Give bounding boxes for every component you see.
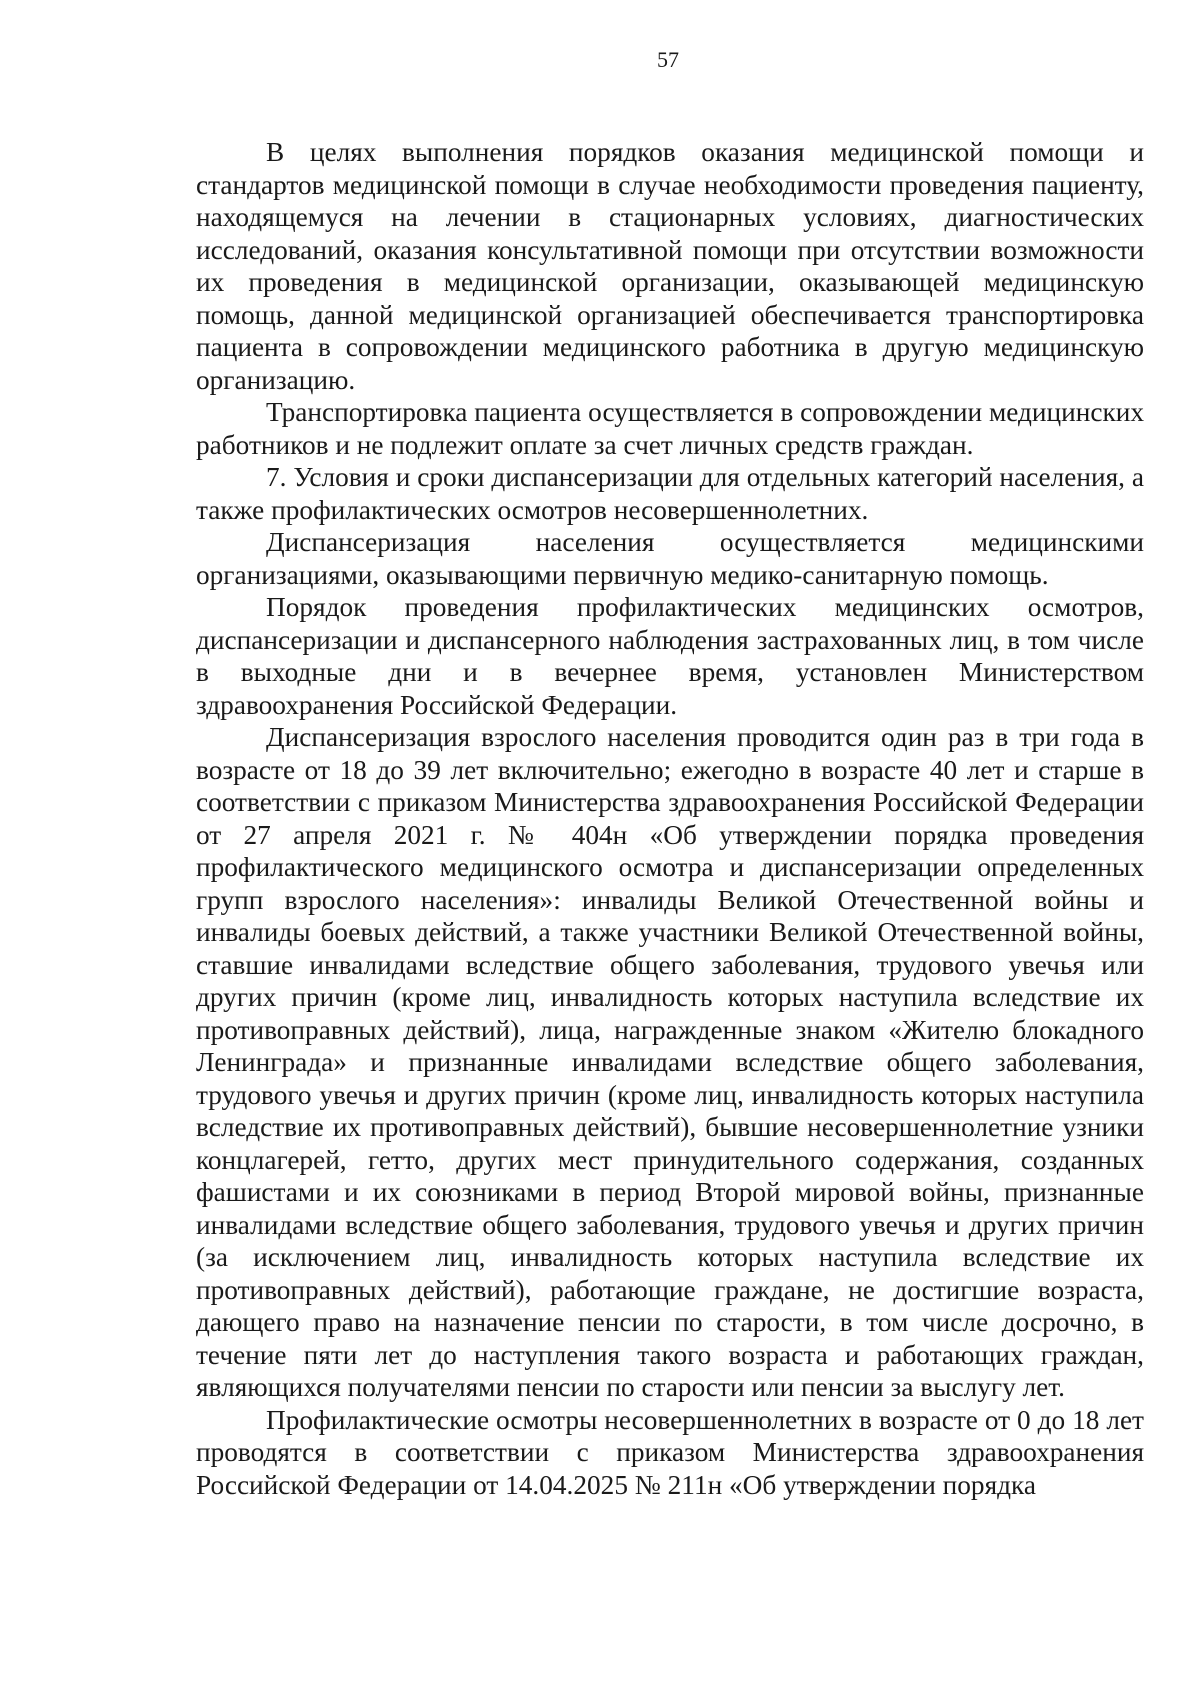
paragraph-section-7-heading: 7. Условия и сроки диспансеризации для отдельных категорий населения, а также профилактических осмотров несовершеннолетних. [196, 462, 1144, 525]
document-body [196, 136, 1144, 1501]
paragraph-adult-dispensary: Диспансеризация взрослого населения проводится один раз в три года в возрасте от 18 до 39 лет включительно; ежегодно в возрасте 40 лет и старше в соответствии с приказом Министерства здравоохранения Российской Федерации от 27 апреля 2021 г. № 404н «Об утверждении порядка проведения профилактического медицинского осмотра и диспансеризации определенных групп взрослого населения»: инвалиды Великой Отечественной войны и инвалиды боевых действий, а также участники Великой Отечественной войны, ставшие инвалидами вследствие общего заболевания, трудового увечья или других причин (кроме лиц, инвалидность которых наступила вследствие их противоправных действий), лица, награжденные знаком «Жителю блокадного Ленинграда» и признанные инвалидами вследствие общего заболевания, трудового увечья и других причин (кроме лиц, инвалидность которых наступила вследствие их противоправных действий), бывшие несовершеннолетние узники концлагерей, гетто, других мест принудительного содержания, созданных фашистами и их союзниками в период Второй мировой войны, признанные инвалидами вследствие общего заболевания, трудового увечья и других причин (за исключением лиц, инвалидность которых наступила вследствие их противоправных действий), работающие граждане, не достигшие возраста, дающего право на назначение пенсии по старости, в том числе досрочно, в течение пяти лет до наступления такого возраста и работающих граждан, являющихся получателями пенсии по старости или пенсии за выслугу лет. [196, 722, 1144, 1402]
paragraph-dispensary-organizations: Диспансеризация населения осуществляется медицинскими организациями, оказывающими первичную медико-санитарную помощь. [196, 527, 1144, 590]
paragraph-transport-purpose: В целях выполнения порядков оказания медицинской помощи и стандартов медицинской помощи в случае необходимости проведения пациенту, находящемуся на лечении в стационарных условиях, диагностических исследований, оказания консультативной помощи при отсутствии возможности их проведения в медицинской организации, оказывающей медицинскую помощь, данной медицинской организацией обеспечивается транспортировка пациента в сопровождении медицинского работника в другую медицинскую организацию. [196, 137, 1144, 395]
page-number: 57 [657, 47, 679, 72]
paragraph-transport-payment: Транспортировка пациента осуществляется в сопровождении медицинских работников и не подлежит оплате за счет личных средств граждан. [196, 397, 1144, 460]
paragraph-examination-procedure: Порядок проведения профилактических медицинских осмотров, диспансеризации и диспансерного наблюдения застрахованных лиц, в том числе в выходные дни и в вечернее время, установлен Министерством здравоохранения Российской Федерации. [196, 592, 1144, 720]
paragraph-minors-examinations: Профилактические осмотры несовершеннолетних в возрасте от 0 до 18 лет проводятся в соответствии с приказом Министерства здравоохранения Российской Федерации от 14.04.2025 № 211н «Об утверждении порядка [196, 1404, 1144, 1500]
